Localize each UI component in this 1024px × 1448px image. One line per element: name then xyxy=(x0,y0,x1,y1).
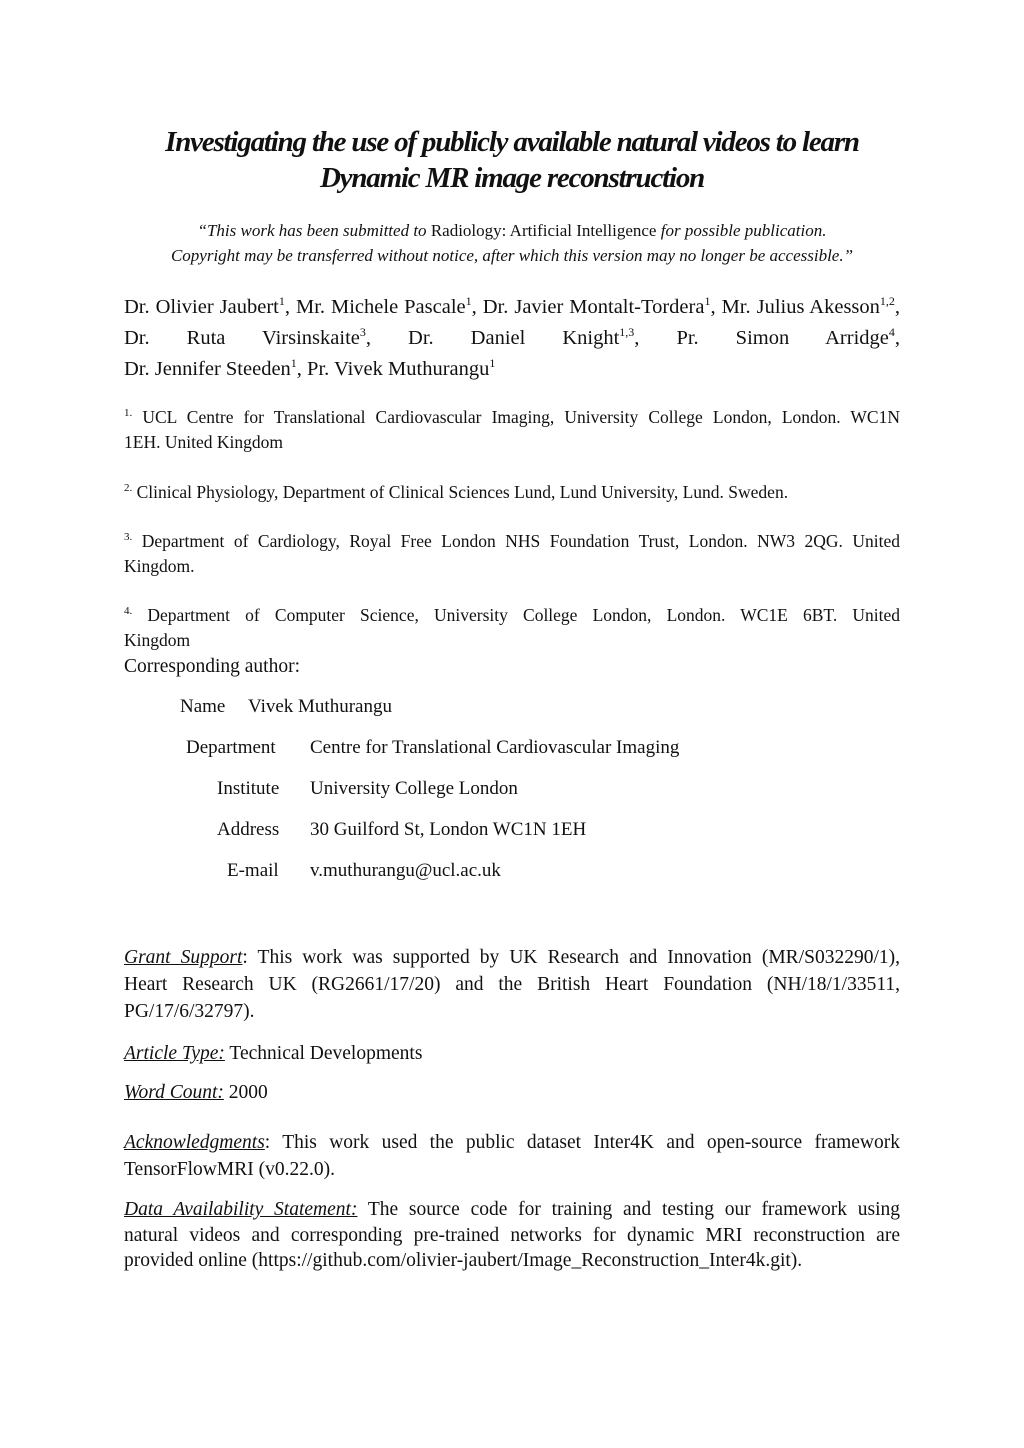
author-last-line xyxy=(124,354,900,385)
affiliation-text: Department of Computer Science, University College London, London. WC1E 6BT. United xyxy=(147,605,900,625)
title-line-1: Investigating the use of publicly available natural videos to learn xyxy=(165,126,859,158)
corr-value: Vivek Muthurangu xyxy=(248,696,392,717)
grant-line-3: PG/17/6/32797). xyxy=(124,1001,255,1022)
acknowledgments-line-2: TensorFlowMRI (v0.22.0). xyxy=(124,1159,335,1180)
author-affiliation-ref: 1,2 xyxy=(879,294,895,309)
affiliation-text: UCL Centre for Translational Cardiovascular Imaging, University College London, London. WC1N xyxy=(142,407,900,427)
affiliation-1-line-2: 1EH. United Kingdom xyxy=(124,432,283,452)
author-separator: , xyxy=(894,296,901,318)
grant-line-1 xyxy=(124,944,900,971)
corr-key: Address xyxy=(217,819,280,840)
affiliation-number: 3. xyxy=(124,531,133,544)
word-count xyxy=(124,1079,900,1106)
article-type-value: Technical Developments xyxy=(224,1043,423,1064)
affiliation-1-line-1 xyxy=(124,405,900,430)
article-type xyxy=(124,1040,900,1067)
article-type-label: Article Type: xyxy=(124,1043,225,1064)
grant-label: Grant Support xyxy=(124,947,243,968)
author-separator: , xyxy=(471,296,483,318)
affiliation-text: Department of Cardiology, Royal Free London NHS Foundation Trust, London. NW3 2QG. United xyxy=(141,531,900,551)
author-separator: , xyxy=(296,358,308,380)
author-affiliation-ref: 1 xyxy=(704,294,711,309)
submission-notice xyxy=(110,218,914,268)
notice-line-2: Copyright may be transferred without notice, after which this version may no longer be accessible.” xyxy=(170,246,854,265)
corr-value: v.muthurangu@ucl.ac.uk xyxy=(310,860,501,881)
corr-key: Name xyxy=(180,696,226,717)
acknowledgments-line-1 xyxy=(124,1129,900,1156)
grant-line-2: Heart Research UK (RG2661/17/20) and the British Heart Foundation (NH/18/1/33511, xyxy=(124,974,900,995)
author-name: Mr. Michele Pascale xyxy=(295,296,466,318)
author-name: Dr. Jennifer Steeden xyxy=(124,358,291,380)
affiliation-number: 4. xyxy=(124,605,133,618)
author-affiliation-ref: 1 xyxy=(278,294,285,309)
affiliation-2 xyxy=(124,480,900,505)
author-affiliation-ref: 3 xyxy=(359,325,366,340)
notice-journal: Radiology: Artificial Intelligence xyxy=(430,221,657,240)
grant-text: : This work was supported by UK Research and Innovation (MR/S032290/1), xyxy=(242,947,900,968)
author-affiliation-ref: 1 xyxy=(489,356,496,371)
author-separator: , xyxy=(894,327,900,349)
author-separator: , xyxy=(284,296,296,318)
author-name: Mr. Julius Akesson xyxy=(721,296,880,318)
title-line-2: Dynamic MR image reconstruction xyxy=(319,162,705,194)
notice-line-1 xyxy=(110,218,914,243)
data-availability-text: The source code for training and testing our framework using xyxy=(357,1199,900,1220)
corr-value: 30 Guilford St, London WC1N 1EH xyxy=(310,819,587,840)
author-affiliation-ref: 4 xyxy=(888,325,895,340)
corr-value: Centre for Translational Cardiovascular Imaging xyxy=(310,737,680,758)
acknowledgments xyxy=(124,1129,900,1183)
notice-text-2: for possible publication. xyxy=(656,221,827,240)
word-count-label: Word Count: xyxy=(124,1082,224,1103)
corr-key: Department xyxy=(186,737,276,758)
affiliation-2-line-1 xyxy=(124,480,900,505)
data-availability-label: Data Availability Statement: xyxy=(124,1199,358,1220)
author-affiliation-ref: 1,3 xyxy=(619,325,635,340)
author-name: Pr. Simon Arridge xyxy=(676,327,889,349)
corr-key: Institute xyxy=(217,778,280,799)
affiliation-3-line-2: Kingdom. xyxy=(124,556,195,576)
author-name: Pr. Vivek Muthurangu xyxy=(307,358,490,380)
author-separator: , xyxy=(710,296,722,318)
author-separator: , xyxy=(634,327,677,349)
data-availability xyxy=(124,1197,900,1274)
affiliation-4 xyxy=(124,603,900,653)
affiliation-3-line-1 xyxy=(124,529,900,554)
word-count-value: 2000 xyxy=(223,1082,268,1103)
author-name: Dr. Ruta Virsinskaite xyxy=(124,327,360,349)
affiliation-4-line-1 xyxy=(124,603,900,628)
affiliation-text: Clinical Physiology, Department of Clinical Sciences Lund, Lund University, Lund. Sweden. xyxy=(136,482,789,502)
author-name: Dr. Daniel Knight xyxy=(408,327,620,349)
author-affiliation-ref: 1 xyxy=(290,356,297,371)
data-availability-line-3: provided online (https://github.com/olivier-jaubert/Image_Reconstruction_Inter4k.git). xyxy=(124,1250,803,1271)
notice-text-1: “This work has been submitted to xyxy=(197,221,431,240)
author-name: Dr. Javier Montalt-Tordera xyxy=(482,296,705,318)
affiliation-3 xyxy=(124,529,900,579)
affiliation-number: 1. xyxy=(124,407,133,420)
author-affiliation-ref: 1 xyxy=(465,294,472,309)
affiliation-number: 2. xyxy=(124,482,133,495)
corresponding-author-label: Corresponding author: xyxy=(124,656,301,677)
grant-support xyxy=(124,944,900,1025)
corr-key: E-mail xyxy=(227,860,279,881)
corr-value: University College London xyxy=(310,778,518,799)
data-availability-line-2: natural videos and corresponding pre-trained networks for dynamic MRI reconstruction are xyxy=(124,1224,900,1246)
acknowledgments-text: : This work used the public dataset Inter4K and open-source framework xyxy=(264,1132,900,1153)
affiliation-4-line-2: Kingdom xyxy=(124,630,191,650)
acknowledgments-label: Acknowledgments xyxy=(124,1132,265,1153)
paper-title xyxy=(124,124,900,196)
author-separator: , xyxy=(365,327,409,349)
author-list xyxy=(124,292,900,385)
author-name: Dr. Olivier Jaubert xyxy=(124,296,279,318)
affiliation-1 xyxy=(124,405,900,455)
data-availability-line-1 xyxy=(124,1197,900,1223)
